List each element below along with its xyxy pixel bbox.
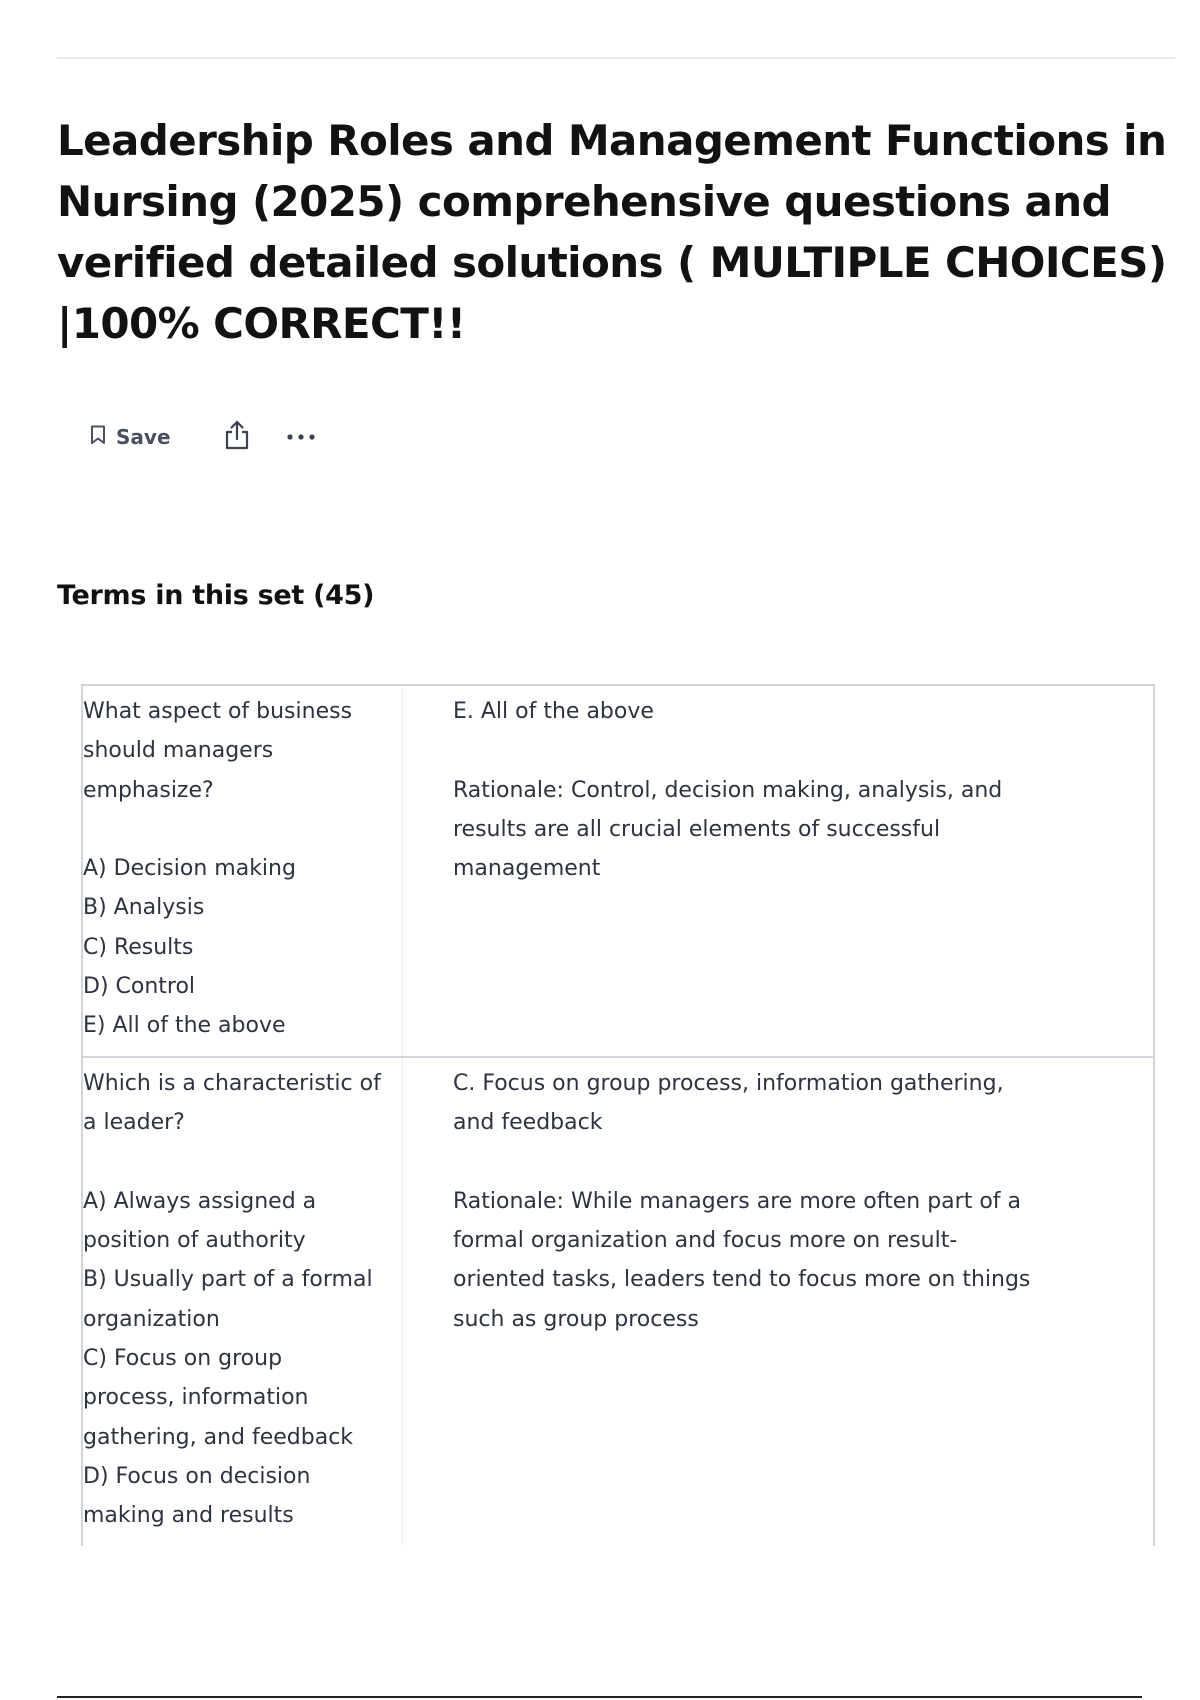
- page-title-line: Leadership Roles and Management Functions in: [57, 116, 1167, 165]
- bookmark-icon: [90, 425, 106, 450]
- term-option: E) All of the above: [83, 1013, 286, 1039]
- term-spacer: [83, 810, 402, 849]
- rationale-line: Rationale: Control, decision making, analysis, and: [453, 777, 1003, 803]
- term-question: [83, 1058, 403, 1546]
- term-option: process, information: [83, 1385, 309, 1411]
- rationale-line: such as group process: [453, 1306, 699, 1332]
- page-title-line: |100% CORRECT!!: [57, 299, 466, 348]
- rationale-line: management: [453, 856, 601, 882]
- term-option: A) Always assigned a: [83, 1188, 317, 1214]
- term-option: C) Focus on group: [83, 1346, 283, 1372]
- page-title: [57, 110, 1167, 354]
- terms-count-heading: Terms in this set (45): [57, 580, 375, 611]
- term-option: organization: [83, 1306, 220, 1332]
- answer-spacer: [453, 1143, 1153, 1182]
- term-option: A) Decision making: [83, 856, 296, 882]
- term-line: emphasize?: [83, 777, 214, 803]
- term-line: a leader?: [83, 1110, 185, 1136]
- term-option: B) Usually part of a formal: [83, 1267, 373, 1293]
- top-divider: [57, 57, 1175, 59]
- answer-line: C. Focus on group process, information gathering,: [453, 1071, 1004, 1096]
- term-option: D) Focus on decision: [83, 1463, 311, 1489]
- term-spacer: [83, 1143, 402, 1182]
- save-label: Save: [116, 425, 171, 449]
- term-question: [83, 686, 403, 1056]
- page-title-line: Nursing (2025) comprehensive questions and: [57, 177, 1112, 226]
- term-line: should managers: [83, 738, 274, 764]
- term-option: D) Control: [83, 974, 196, 1000]
- answer-line: E. All of the above: [453, 699, 654, 724]
- term-option: B) Analysis: [83, 895, 205, 921]
- term-option: making and results: [83, 1503, 294, 1529]
- term-option: C) Results: [83, 934, 194, 960]
- more-options-button[interactable]: [279, 417, 323, 457]
- page-title-line: verified detailed solutions ( MULTIPLE CHOICES): [57, 238, 1167, 287]
- rationale-line: Rationale: While managers are more often part of a: [453, 1188, 1022, 1214]
- save-button[interactable]: [78, 417, 183, 457]
- term-row[interactable]: [83, 1058, 1153, 1546]
- action-bar: [78, 414, 323, 460]
- share-icon: [223, 420, 251, 455]
- terms-list: [81, 684, 1155, 1546]
- bottom-divider: [57, 1696, 1142, 1698]
- term-answer: [403, 1058, 1153, 1546]
- answer-line: and feedback: [453, 1110, 603, 1136]
- answer-spacer: [453, 731, 1153, 770]
- rationale-line: results are all crucial elements of successful: [453, 816, 941, 842]
- share-button[interactable]: [215, 417, 259, 457]
- term-option: gathering, and feedback: [83, 1424, 354, 1450]
- rationale-line: oriented tasks, leaders tend to focus more on things: [453, 1267, 1031, 1293]
- term-line: Which is a characteristic of: [83, 1071, 381, 1096]
- more-horizontal-icon: [286, 428, 316, 446]
- term-line: What aspect of business: [83, 699, 353, 724]
- rationale-line: formal organization and focus more on result-: [453, 1228, 958, 1254]
- term-row[interactable]: [83, 686, 1153, 1058]
- term-option: position of authority: [83, 1228, 306, 1254]
- term-answer: [403, 686, 1153, 1056]
